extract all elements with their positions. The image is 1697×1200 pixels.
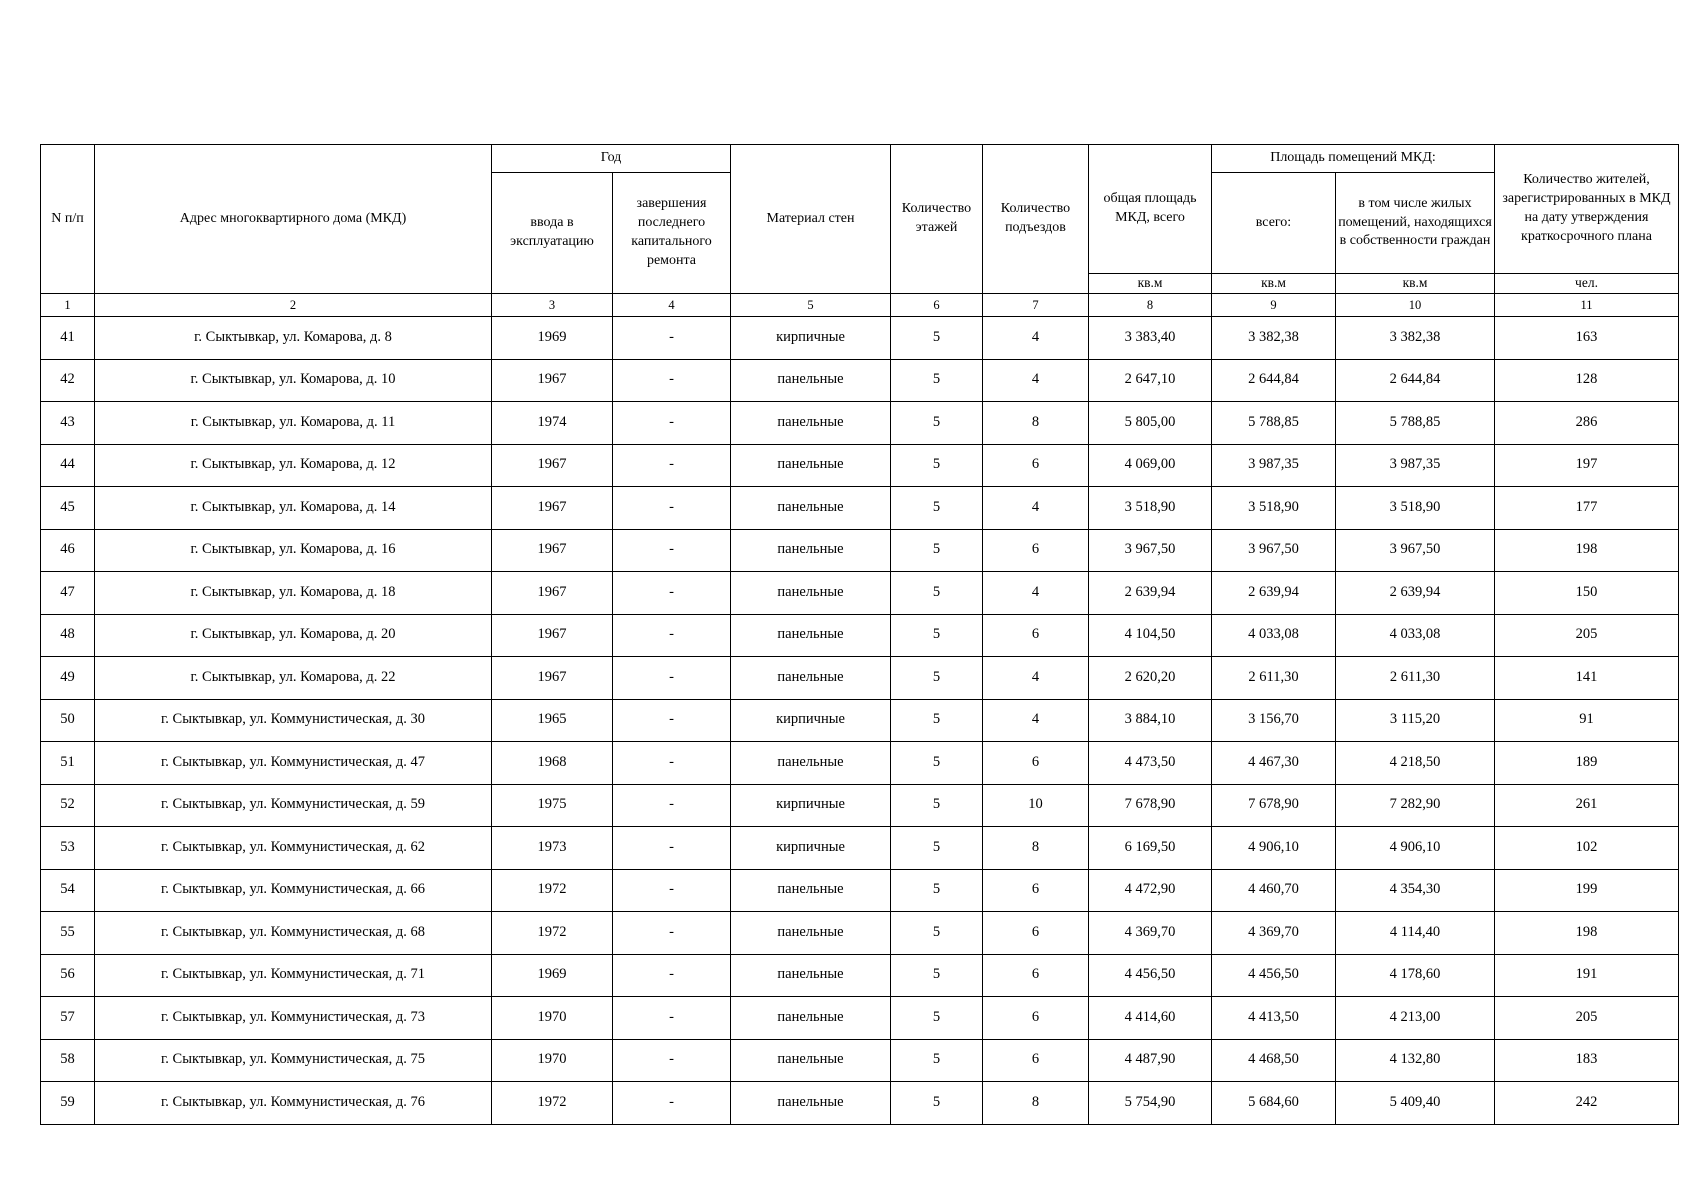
premises-residential-cell: 4 132,80 — [1336, 1039, 1495, 1082]
table-header — [41, 145, 1679, 317]
col-entrances-header: Количество подъездов — [983, 145, 1089, 294]
row-number: 56 — [41, 954, 95, 997]
year-commission-cell: 1967 — [492, 572, 613, 615]
year-repair-cell: - — [613, 529, 731, 572]
address-cell: г. Сыктывкар, ул. Коммунистическая, д. 47 — [95, 742, 492, 785]
year-commission-cell: 1974 — [492, 402, 613, 445]
wall-material-cell: панельные — [731, 869, 891, 912]
table-row — [41, 869, 1679, 912]
residents-cell: 205 — [1495, 614, 1679, 657]
residents-cell: 91 — [1495, 699, 1679, 742]
premises-residential-cell: 5 788,85 — [1336, 402, 1495, 445]
premises-total-cell: 4 460,70 — [1212, 869, 1336, 912]
address-cell: г. Сыктывкар, ул. Коммунистическая, д. 66 — [95, 869, 492, 912]
premises-total-cell: 4 467,30 — [1212, 742, 1336, 785]
wall-material-cell: панельные — [731, 444, 891, 487]
table-row — [41, 657, 1679, 700]
row-number: 50 — [41, 699, 95, 742]
wall-material-cell: панельные — [731, 529, 891, 572]
year-repair-cell: - — [613, 699, 731, 742]
address-cell: г. Сыктывкар, ул. Комарова, д. 18 — [95, 572, 492, 615]
total-area-cell: 5 754,90 — [1089, 1082, 1212, 1125]
column-number: 10 — [1336, 294, 1495, 317]
row-number: 42 — [41, 359, 95, 402]
entrances-cell: 4 — [983, 699, 1089, 742]
row-number: 45 — [41, 487, 95, 530]
year-commission-cell: 1975 — [492, 784, 613, 827]
residents-cell: 102 — [1495, 827, 1679, 870]
premises-total-cell: 3 156,70 — [1212, 699, 1336, 742]
row-number: 46 — [41, 529, 95, 572]
wall-material-cell: панельные — [731, 402, 891, 445]
residents-cell: 199 — [1495, 869, 1679, 912]
wall-material-cell: кирпичные — [731, 784, 891, 827]
column-number: 2 — [95, 294, 492, 317]
wall-material-cell: панельные — [731, 742, 891, 785]
floors-cell: 5 — [891, 784, 983, 827]
premises-total-cell: 4 369,70 — [1212, 912, 1336, 955]
residents-cell: 177 — [1495, 487, 1679, 530]
floors-cell: 5 — [891, 869, 983, 912]
col-year-group-header: Год — [492, 145, 731, 173]
premises-residential-cell: 4 178,60 — [1336, 954, 1495, 997]
floors-cell: 5 — [891, 444, 983, 487]
address-cell: г. Сыктывкар, ул. Комарова, д. 14 — [95, 487, 492, 530]
unit-premises-residential: кв.м — [1336, 274, 1495, 294]
premises-total-cell: 4 413,50 — [1212, 997, 1336, 1040]
year-repair-cell: - — [613, 317, 731, 360]
col-total-area-header: общая площадь МКД, всего — [1089, 145, 1212, 274]
floors-cell: 5 — [891, 1082, 983, 1125]
year-repair-cell: - — [613, 657, 731, 700]
total-area-cell: 7 678,90 — [1089, 784, 1212, 827]
year-commission-cell: 1970 — [492, 997, 613, 1040]
residents-cell: 189 — [1495, 742, 1679, 785]
unit-total-area: кв.м — [1089, 274, 1212, 294]
year-repair-cell: - — [613, 954, 731, 997]
row-number: 53 — [41, 827, 95, 870]
year-repair-cell: - — [613, 359, 731, 402]
entrances-cell: 6 — [983, 997, 1089, 1040]
total-area-cell: 4 487,90 — [1089, 1039, 1212, 1082]
premises-residential-cell: 3 382,38 — [1336, 317, 1495, 360]
address-cell: г. Сыктывкар, ул. Коммунистическая, д. 76 — [95, 1082, 492, 1125]
year-commission-cell: 1973 — [492, 827, 613, 870]
total-area-cell: 5 805,00 — [1089, 402, 1212, 445]
year-repair-cell: - — [613, 784, 731, 827]
address-cell: г. Сыктывкар, ул. Коммунистическая, д. 71 — [95, 954, 492, 997]
year-repair-cell: - — [613, 997, 731, 1040]
residents-cell: 261 — [1495, 784, 1679, 827]
column-number: 5 — [731, 294, 891, 317]
table-row — [41, 572, 1679, 615]
floors-cell: 5 — [891, 1039, 983, 1082]
year-commission-cell: 1965 — [492, 699, 613, 742]
premises-total-cell: 5 684,60 — [1212, 1082, 1336, 1125]
address-cell: г. Сыктывкар, ул. Коммунистическая, д. 68 — [95, 912, 492, 955]
column-number: 4 — [613, 294, 731, 317]
year-repair-cell: - — [613, 912, 731, 955]
premises-residential-cell: 2 611,30 — [1336, 657, 1495, 700]
column-number-row — [41, 294, 1679, 317]
total-area-cell: 3 383,40 — [1089, 317, 1212, 360]
residents-cell: 141 — [1495, 657, 1679, 700]
total-area-cell: 2 647,10 — [1089, 359, 1212, 402]
premises-residential-cell: 3 987,35 — [1336, 444, 1495, 487]
table-row — [41, 784, 1679, 827]
entrances-cell: 8 — [983, 827, 1089, 870]
col-num-header: N п/п — [41, 145, 95, 294]
column-number: 6 — [891, 294, 983, 317]
wall-material-cell: панельные — [731, 954, 891, 997]
floors-cell: 5 — [891, 827, 983, 870]
residents-cell: 242 — [1495, 1082, 1679, 1125]
premises-residential-cell: 2 639,94 — [1336, 572, 1495, 615]
premises-residential-cell: 3 518,90 — [1336, 487, 1495, 530]
premises-residential-cell: 4 213,00 — [1336, 997, 1495, 1040]
total-area-cell: 2 639,94 — [1089, 572, 1212, 615]
premises-residential-cell: 5 409,40 — [1336, 1082, 1495, 1125]
table-row — [41, 402, 1679, 445]
premises-residential-cell: 3 115,20 — [1336, 699, 1495, 742]
floors-cell: 5 — [891, 359, 983, 402]
total-area-cell: 4 104,50 — [1089, 614, 1212, 657]
premises-residential-cell: 4 114,40 — [1336, 912, 1495, 955]
row-number: 55 — [41, 912, 95, 955]
table-row — [41, 827, 1679, 870]
column-number: 3 — [492, 294, 613, 317]
row-number: 49 — [41, 657, 95, 700]
premises-total-cell: 2 644,84 — [1212, 359, 1336, 402]
total-area-cell: 2 620,20 — [1089, 657, 1212, 700]
table-body — [41, 317, 1679, 1125]
premises-total-cell: 3 382,38 — [1212, 317, 1336, 360]
premises-total-cell: 4 906,10 — [1212, 827, 1336, 870]
row-number: 43 — [41, 402, 95, 445]
year-commission-cell: 1970 — [492, 1039, 613, 1082]
column-number: 1 — [41, 294, 95, 317]
floors-cell: 5 — [891, 699, 983, 742]
premises-total-cell: 2 639,94 — [1212, 572, 1336, 615]
wall-material-cell: панельные — [731, 997, 891, 1040]
premises-total-cell: 4 033,08 — [1212, 614, 1336, 657]
address-cell: г. Сыктывкар, ул. Комарова, д. 11 — [95, 402, 492, 445]
entrances-cell: 8 — [983, 402, 1089, 445]
col-wall-material-header: Материал стен — [731, 145, 891, 294]
table-row — [41, 614, 1679, 657]
table-row — [41, 742, 1679, 785]
residents-cell: 198 — [1495, 912, 1679, 955]
year-commission-cell: 1967 — [492, 487, 613, 530]
column-number: 9 — [1212, 294, 1336, 317]
premises-residential-cell: 4 906,10 — [1336, 827, 1495, 870]
year-commission-cell: 1967 — [492, 359, 613, 402]
row-number: 58 — [41, 1039, 95, 1082]
residents-cell: 163 — [1495, 317, 1679, 360]
entrances-cell: 6 — [983, 912, 1089, 955]
premises-total-cell: 4 468,50 — [1212, 1039, 1336, 1082]
total-area-cell: 4 456,50 — [1089, 954, 1212, 997]
address-cell: г. Сыктывкар, ул. Коммунистическая, д. 73 — [95, 997, 492, 1040]
premises-residential-cell: 3 967,50 — [1336, 529, 1495, 572]
floors-cell: 5 — [891, 954, 983, 997]
wall-material-cell: панельные — [731, 359, 891, 402]
table-row — [41, 1082, 1679, 1125]
table-row — [41, 529, 1679, 572]
column-number: 8 — [1089, 294, 1212, 317]
residents-cell: 205 — [1495, 997, 1679, 1040]
entrances-cell: 8 — [983, 1082, 1089, 1125]
row-number: 52 — [41, 784, 95, 827]
floors-cell: 5 — [891, 317, 983, 360]
wall-material-cell: кирпичные — [731, 699, 891, 742]
total-area-cell: 3 884,10 — [1089, 699, 1212, 742]
entrances-cell: 6 — [983, 444, 1089, 487]
floors-cell: 5 — [891, 487, 983, 530]
address-cell: г. Сыктывкар, ул. Комарова, д. 16 — [95, 529, 492, 572]
col-floors-header: Количество этажей — [891, 145, 983, 294]
year-repair-cell: - — [613, 572, 731, 615]
row-number: 44 — [41, 444, 95, 487]
residents-cell: 150 — [1495, 572, 1679, 615]
premises-total-cell: 3 518,90 — [1212, 487, 1336, 530]
row-number: 47 — [41, 572, 95, 615]
floors-cell: 5 — [891, 997, 983, 1040]
floors-cell: 5 — [891, 912, 983, 955]
wall-material-cell: панельные — [731, 1082, 891, 1125]
row-number: 59 — [41, 1082, 95, 1125]
total-area-cell: 4 369,70 — [1089, 912, 1212, 955]
wall-material-cell: кирпичные — [731, 317, 891, 360]
wall-material-cell: панельные — [731, 912, 891, 955]
residents-cell: 197 — [1495, 444, 1679, 487]
premises-residential-cell: 4 354,30 — [1336, 869, 1495, 912]
col-address-header: Адрес многоквартирного дома (МКД) — [95, 145, 492, 294]
address-cell: г. Сыктывкар, ул. Коммунистическая, д. 75 — [95, 1039, 492, 1082]
col-premises-residential-header: в том числе жилых помещений, находящихся в собственности граждан — [1336, 173, 1495, 274]
entrances-cell: 4 — [983, 359, 1089, 402]
entrances-cell: 6 — [983, 614, 1089, 657]
year-repair-cell: - — [613, 402, 731, 445]
col-premises-total-header: всего: — [1212, 173, 1336, 274]
row-number: 41 — [41, 317, 95, 360]
total-area-cell: 4 473,50 — [1089, 742, 1212, 785]
total-area-cell: 6 169,50 — [1089, 827, 1212, 870]
year-repair-cell: - — [613, 1039, 731, 1082]
entrances-cell: 4 — [983, 487, 1089, 530]
entrances-cell: 6 — [983, 742, 1089, 785]
col-area-group-header: Площадь помещений МКД: — [1212, 145, 1495, 173]
entrances-cell: 4 — [983, 317, 1089, 360]
residents-cell: 191 — [1495, 954, 1679, 997]
year-commission-cell: 1969 — [492, 317, 613, 360]
table-row — [41, 954, 1679, 997]
year-commission-cell: 1972 — [492, 869, 613, 912]
total-area-cell: 3 518,90 — [1089, 487, 1212, 530]
col-residents-header: Количество жителей, зарегистрированных в МКД на дату утверждения краткосрочного плана — [1495, 145, 1679, 274]
year-commission-cell: 1972 — [492, 912, 613, 955]
table-row — [41, 359, 1679, 402]
year-commission-cell: 1968 — [492, 742, 613, 785]
wall-material-cell: панельные — [731, 614, 891, 657]
year-commission-cell: 1969 — [492, 954, 613, 997]
row-number: 48 — [41, 614, 95, 657]
unit-premises-total: кв.м — [1212, 274, 1336, 294]
year-commission-cell: 1967 — [492, 444, 613, 487]
floors-cell: 5 — [891, 657, 983, 700]
total-area-cell: 4 414,60 — [1089, 997, 1212, 1040]
col-year-repair-header: завершения последнего капитального ремонта — [613, 173, 731, 294]
row-number: 57 — [41, 997, 95, 1040]
unit-residents: чел. — [1495, 274, 1679, 294]
floors-cell: 5 — [891, 742, 983, 785]
year-repair-cell: - — [613, 614, 731, 657]
premises-total-cell: 7 678,90 — [1212, 784, 1336, 827]
row-number: 51 — [41, 742, 95, 785]
wall-material-cell: панельные — [731, 657, 891, 700]
entrances-cell: 6 — [983, 954, 1089, 997]
residents-cell: 198 — [1495, 529, 1679, 572]
year-repair-cell: - — [613, 487, 731, 530]
address-cell: г. Сыктывкар, ул. Коммунистическая, д. 59 — [95, 784, 492, 827]
wall-material-cell: панельные — [731, 572, 891, 615]
address-cell: г. Сыктывкар, ул. Комарова, д. 12 — [95, 444, 492, 487]
entrances-cell: 10 — [983, 784, 1089, 827]
year-commission-cell: 1972 — [492, 1082, 613, 1125]
address-cell: г. Сыктывкар, ул. Комарова, д. 20 — [95, 614, 492, 657]
table-row — [41, 317, 1679, 360]
table-row — [41, 699, 1679, 742]
table-row — [41, 487, 1679, 530]
table-row — [41, 444, 1679, 487]
address-cell: г. Сыктывкар, ул. Комарова, д. 10 — [95, 359, 492, 402]
year-repair-cell: - — [613, 1082, 731, 1125]
row-number: 54 — [41, 869, 95, 912]
floors-cell: 5 — [891, 529, 983, 572]
year-commission-cell: 1967 — [492, 657, 613, 700]
premises-residential-cell: 2 644,84 — [1336, 359, 1495, 402]
year-repair-cell: - — [613, 869, 731, 912]
column-number: 7 — [983, 294, 1089, 317]
entrances-cell: 6 — [983, 529, 1089, 572]
floors-cell: 5 — [891, 614, 983, 657]
entrances-cell: 4 — [983, 657, 1089, 700]
column-number: 11 — [1495, 294, 1679, 317]
premises-total-cell: 3 967,50 — [1212, 529, 1336, 572]
residents-cell: 128 — [1495, 359, 1679, 402]
address-cell: г. Сыктывкар, ул. Комарова, д. 22 — [95, 657, 492, 700]
premises-total-cell: 2 611,30 — [1212, 657, 1336, 700]
entrances-cell: 6 — [983, 1039, 1089, 1082]
mkd-table — [40, 144, 1679, 1125]
year-commission-cell: 1967 — [492, 614, 613, 657]
total-area-cell: 3 967,50 — [1089, 529, 1212, 572]
wall-material-cell: панельные — [731, 1039, 891, 1082]
premises-residential-cell: 4 033,08 — [1336, 614, 1495, 657]
total-area-cell: 4 472,90 — [1089, 869, 1212, 912]
premises-total-cell: 4 456,50 — [1212, 954, 1336, 997]
table-row — [41, 1039, 1679, 1082]
address-cell: г. Сыктывкар, ул. Комарова, д. 8 — [95, 317, 492, 360]
floors-cell: 5 — [891, 402, 983, 445]
wall-material-cell: панельные — [731, 487, 891, 530]
year-repair-cell: - — [613, 742, 731, 785]
wall-material-cell: кирпичные — [731, 827, 891, 870]
premises-total-cell: 5 788,85 — [1212, 402, 1336, 445]
residents-cell: 183 — [1495, 1039, 1679, 1082]
year-repair-cell: - — [613, 827, 731, 870]
premises-residential-cell: 4 218,50 — [1336, 742, 1495, 785]
col-year-commission-header: ввода в эксплуатацию — [492, 173, 613, 294]
table-row — [41, 912, 1679, 955]
premises-total-cell: 3 987,35 — [1212, 444, 1336, 487]
address-cell: г. Сыктывкар, ул. Коммунистическая, д. 30 — [95, 699, 492, 742]
premises-residential-cell: 7 282,90 — [1336, 784, 1495, 827]
year-commission-cell: 1967 — [492, 529, 613, 572]
year-repair-cell: - — [613, 444, 731, 487]
residents-cell: 286 — [1495, 402, 1679, 445]
entrances-cell: 4 — [983, 572, 1089, 615]
floors-cell: 5 — [891, 572, 983, 615]
entrances-cell: 6 — [983, 869, 1089, 912]
total-area-cell: 4 069,00 — [1089, 444, 1212, 487]
address-cell: г. Сыктывкар, ул. Коммунистическая, д. 62 — [95, 827, 492, 870]
table-row — [41, 997, 1679, 1040]
